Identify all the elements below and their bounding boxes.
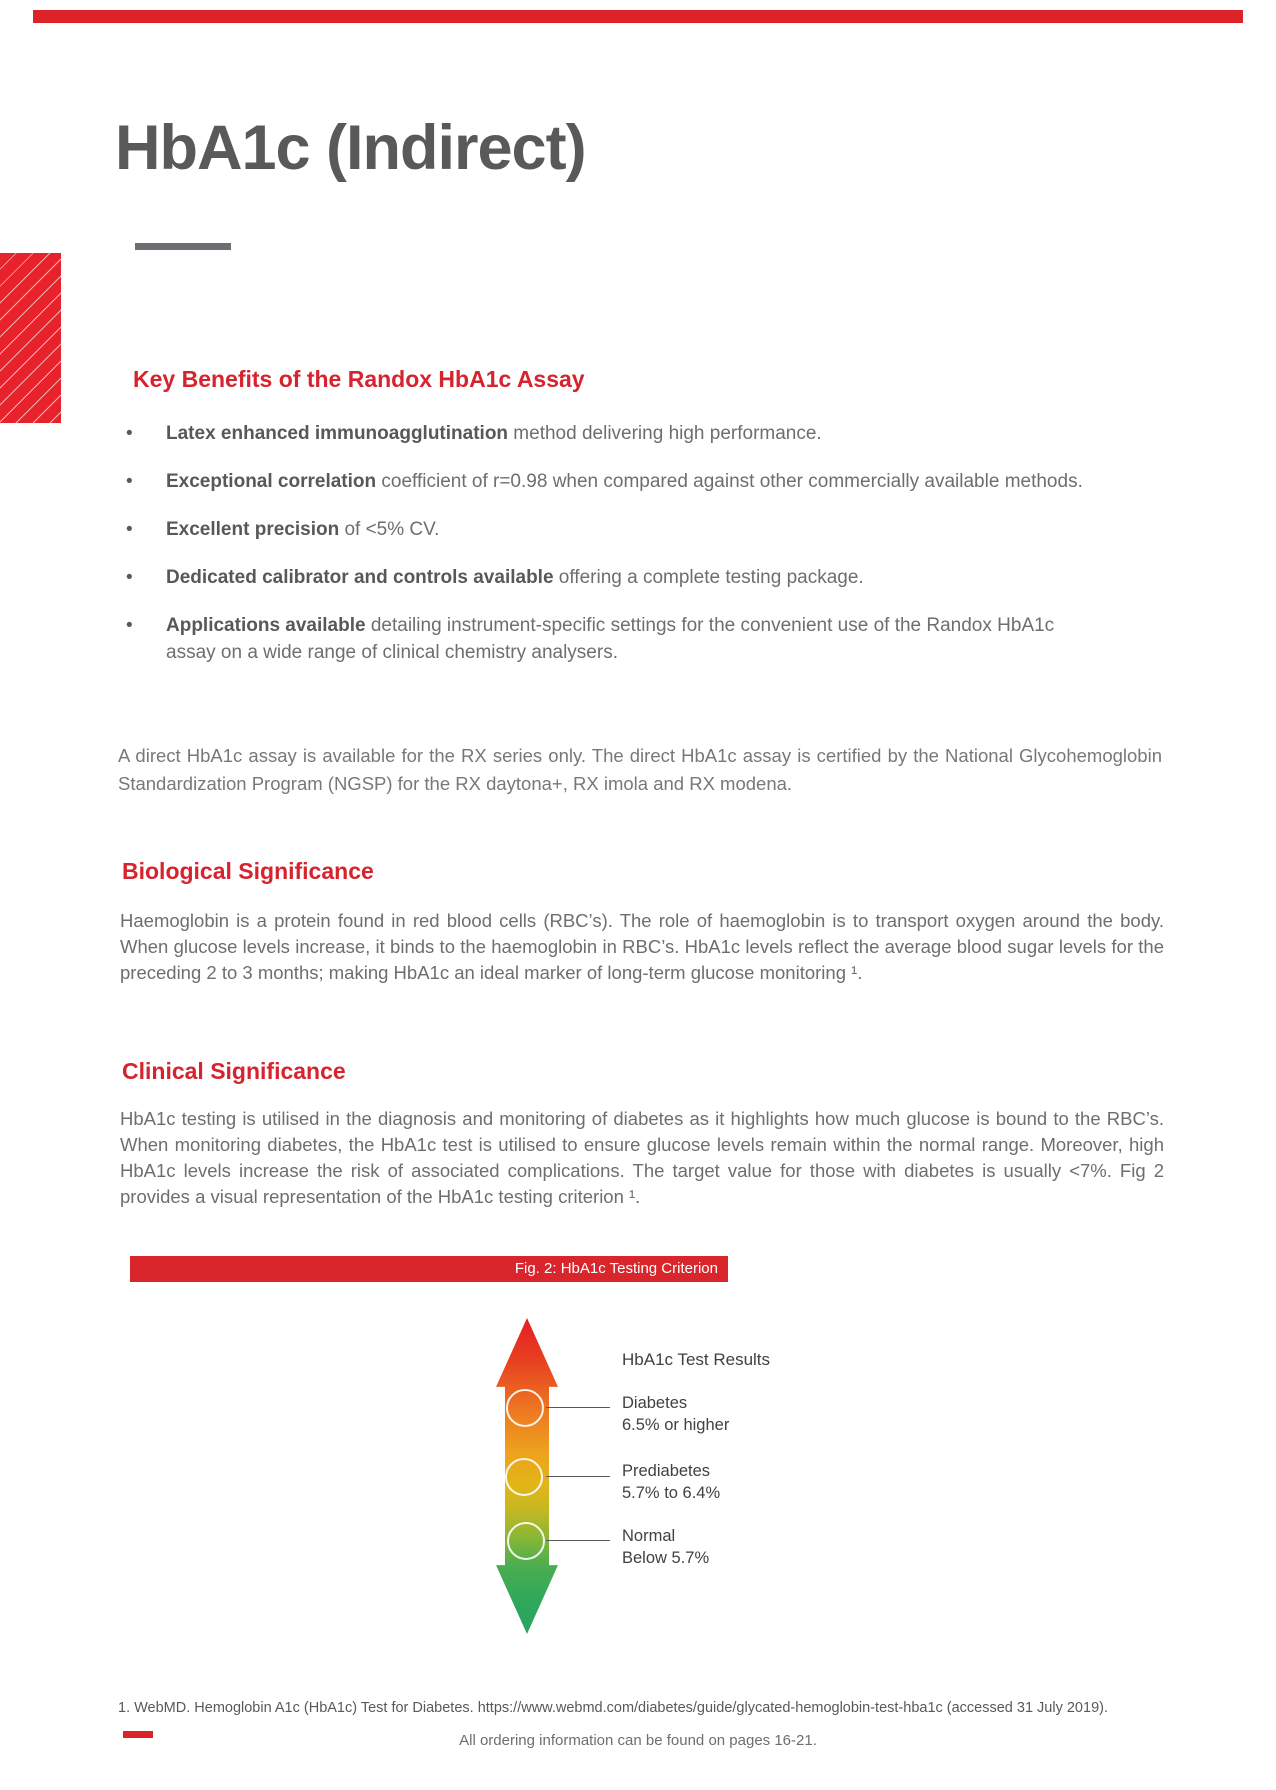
- level-range: Below 5.7%: [622, 1549, 710, 1567]
- bullet-text: [166, 516, 1098, 543]
- level-name: Diabetes: [622, 1394, 688, 1412]
- bullet-rest-text: method delivering high performance.: [508, 423, 822, 444]
- direct-assay-note: A direct HbA1c assay is available for the RX series only. The direct HbA1c assay is certified by the National Glycohemoglobin Standardization Program (NGSP) for the RX daytona+, RX imola and RX modena.: [118, 745, 1162, 794]
- diabetes-label: [622, 1392, 729, 1436]
- bullet-bold-text: Applications available: [166, 615, 366, 636]
- biological-significance-heading: Biological Significance: [122, 858, 374, 884]
- level-name: Prediabetes: [622, 1462, 711, 1480]
- title-underline: [135, 243, 231, 250]
- page-title: HbA1c (Indirect): [115, 113, 586, 183]
- bullet-rest-text: of <5% CV.: [339, 519, 440, 540]
- bullet-icon: •: [126, 567, 133, 588]
- diabetes-connector-line: [546, 1407, 610, 1408]
- bullet-text: [166, 468, 1098, 495]
- bullet-bold-text: Excellent precision: [166, 519, 340, 540]
- normal-connector-line: [546, 1540, 610, 1541]
- bullet-icon: •: [126, 519, 133, 540]
- figure-caption-banner: Fig. 2: HbA1c Testing Criterion: [130, 1256, 728, 1282]
- clinical-significance-paragraph: HbA1c testing is utilised in the diagnosis and monitoring of diabetes as it highlights how much glucose is bound to the RBC’s. When monitoring diabetes, the HbA1c test is utilised to ensure glucose levels remain within the normal range. Moreover, high HbA1c levels increase the risk of associated complications. The target value for those with diabetes is usually <7%. Fig 2 provides a visual representation of the HbA1c testing criterion ¹.: [120, 1108, 1164, 1207]
- reference-footnote: 1. WebMD. Hemoglobin A1c (HbA1c) Test for Diabetes. https://www.webmd.com/diabetes/guide/glycated-hemoglobin-test-hba1c (accessed 31 July 2019).: [118, 1700, 1108, 1716]
- bullet-text: [166, 420, 1098, 447]
- list-item: [126, 564, 1098, 591]
- list-item: [126, 612, 1098, 666]
- prediabetes-label: [622, 1460, 720, 1504]
- bullet-rest-text: coefficient of r=0.98 when compared against other commercially available methods.: [376, 471, 1083, 492]
- red-hatched-block: [0, 253, 61, 423]
- key-benefits-list: [126, 420, 1098, 687]
- prediabetes-connector-line: [546, 1476, 610, 1477]
- ordering-info-text: All ordering information can be found on pages 16-21.: [459, 1732, 817, 1749]
- key-benefits-heading: Key Benefits of the Randox HbA1c Assay: [133, 366, 585, 392]
- bullet-icon: •: [126, 423, 133, 444]
- bullet-bold-text: Exceptional correlation: [166, 471, 377, 492]
- bullet-icon: •: [126, 471, 133, 492]
- list-item: [126, 420, 1098, 447]
- top-red-bar: [33, 10, 1243, 23]
- level-range: 5.7% to 6.4%: [622, 1484, 721, 1502]
- figure-axis-title: HbA1c Test Results: [622, 1350, 771, 1369]
- biological-significance-paragraph: Haemoglobin is a protein found in red blood cells (RBC’s). The role of haemoglobin is to transport oxygen around the body. When glucose levels increase, it binds to the haemoglobin in RBC’s. HbA1c levels reflect the average blood sugar levels for the preceding 2 to 3 months; making HbA1c an ideal marker of long-term glucose monitoring ¹.: [120, 910, 1164, 983]
- normal-label: [622, 1525, 709, 1569]
- level-range: 6.5% or higher: [622, 1416, 730, 1434]
- level-name: Normal: [622, 1527, 676, 1545]
- diabetes-marker-circle: [506, 1389, 544, 1427]
- normal-marker-circle: [507, 1522, 545, 1560]
- bullet-text: [166, 612, 1098, 666]
- bullet-rest-text: offering a complete testing package.: [553, 567, 864, 588]
- bullet-text: [166, 564, 1098, 591]
- bullet-rest-text: detailing instrument-specific settings for the convenient use of the Randox HbA1c assay on a wide range of clinical chemistry analysers.: [166, 615, 1055, 663]
- list-item: [126, 468, 1098, 495]
- bullet-bold-text: Dedicated calibrator and controls available: [166, 567, 554, 588]
- bullet-bold-text: Latex enhanced immunoagglutination: [166, 423, 509, 444]
- bullet-icon: •: [126, 615, 133, 636]
- list-item: [126, 516, 1098, 543]
- prediabetes-marker-circle: [505, 1458, 543, 1496]
- clinical-significance-heading: Clinical Significance: [122, 1058, 346, 1084]
